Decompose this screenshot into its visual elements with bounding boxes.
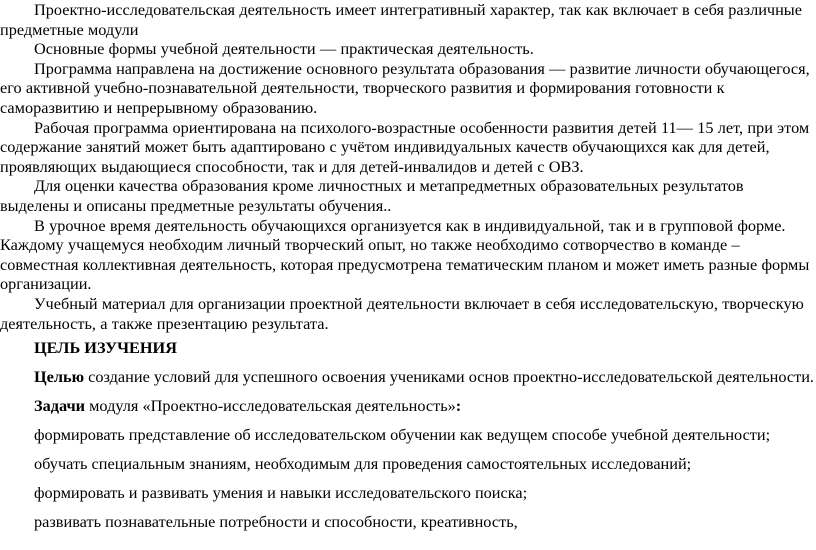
tasks-heading [0, 391, 816, 420]
tasks-label: Задачи [34, 396, 86, 416]
paragraph-age-features: Рабочая программа ориентирована на психолого-возрастные особенности развития детей 11— 15 лет, при этом содержание занятий может быть адаптировано с учётом индивидуальных качеств обучающихся как для детей, проявляющих выдающиеся способности, так и для детей-инвалидов и детей с ОВЗ. [0, 117, 810, 176]
task-item: формировать представление об исследовательском обучении как ведущем способе учебной деятельности; [34, 425, 771, 445]
tasks-colon: : [455, 396, 462, 416]
paragraph-integrative-character: Проектно-исследовательская деятельность имеет интегративный характер, так как включает в себя различные предметные модули [0, 0, 802, 39]
paragraph-quality-assessment: Для оценки качества образования кроме личностных и метапредметных образовательных результатов выделены и описаны предметные результаты обучения.. [0, 176, 744, 215]
tasks-text: модуля «Проектно-исследовательская деятельность» [85, 396, 456, 416]
goal-paragraph [0, 362, 816, 391]
paragraph-program-goal: Программа направлена на достижение основного результата образования — развитие личности обучающегося, его активной учебно-познавательной деятельности, творческого развития и формирования готовности к саморазвитию и непрерывному образованию. [0, 58, 810, 117]
paragraph-lesson-organization: В урочное время деятельность обучающихся организуется как в индивидуальной, так и в групповой форме. Каждому учащемуся необходим личный творческий опыт, но также необходимо сотворчество в команде – совместная коллективная деятельность, которая предусмотрена тематическим планом и может иметь разные формы организации. [0, 215, 810, 294]
paragraph-learning-material: Учебный материал для организации проектной деятельности включает в себя исследовательскую, творческую деятельность, а также презентацию результата. [0, 293, 804, 333]
task-item: формировать и развивать умения и навыки исследовательского поиска; [34, 483, 528, 503]
goal-label: Целью [34, 367, 85, 387]
task-item: развивать познавательные потребности и способности, креативность, [34, 512, 518, 532]
paragraph-activity-forms: Основные формы учебной деятельности — практическая деятельность. [34, 39, 534, 59]
goal-text: создание условий для успешного освоения учениками основ проектно-исследовательской деятельности. [84, 367, 814, 387]
section-heading: ЦЕЛЬ ИЗУЧЕНИЯ [34, 338, 177, 358]
task-item: обучать специальным знаниям, необходимым для проведения самостоятельных исследований; [34, 454, 692, 474]
